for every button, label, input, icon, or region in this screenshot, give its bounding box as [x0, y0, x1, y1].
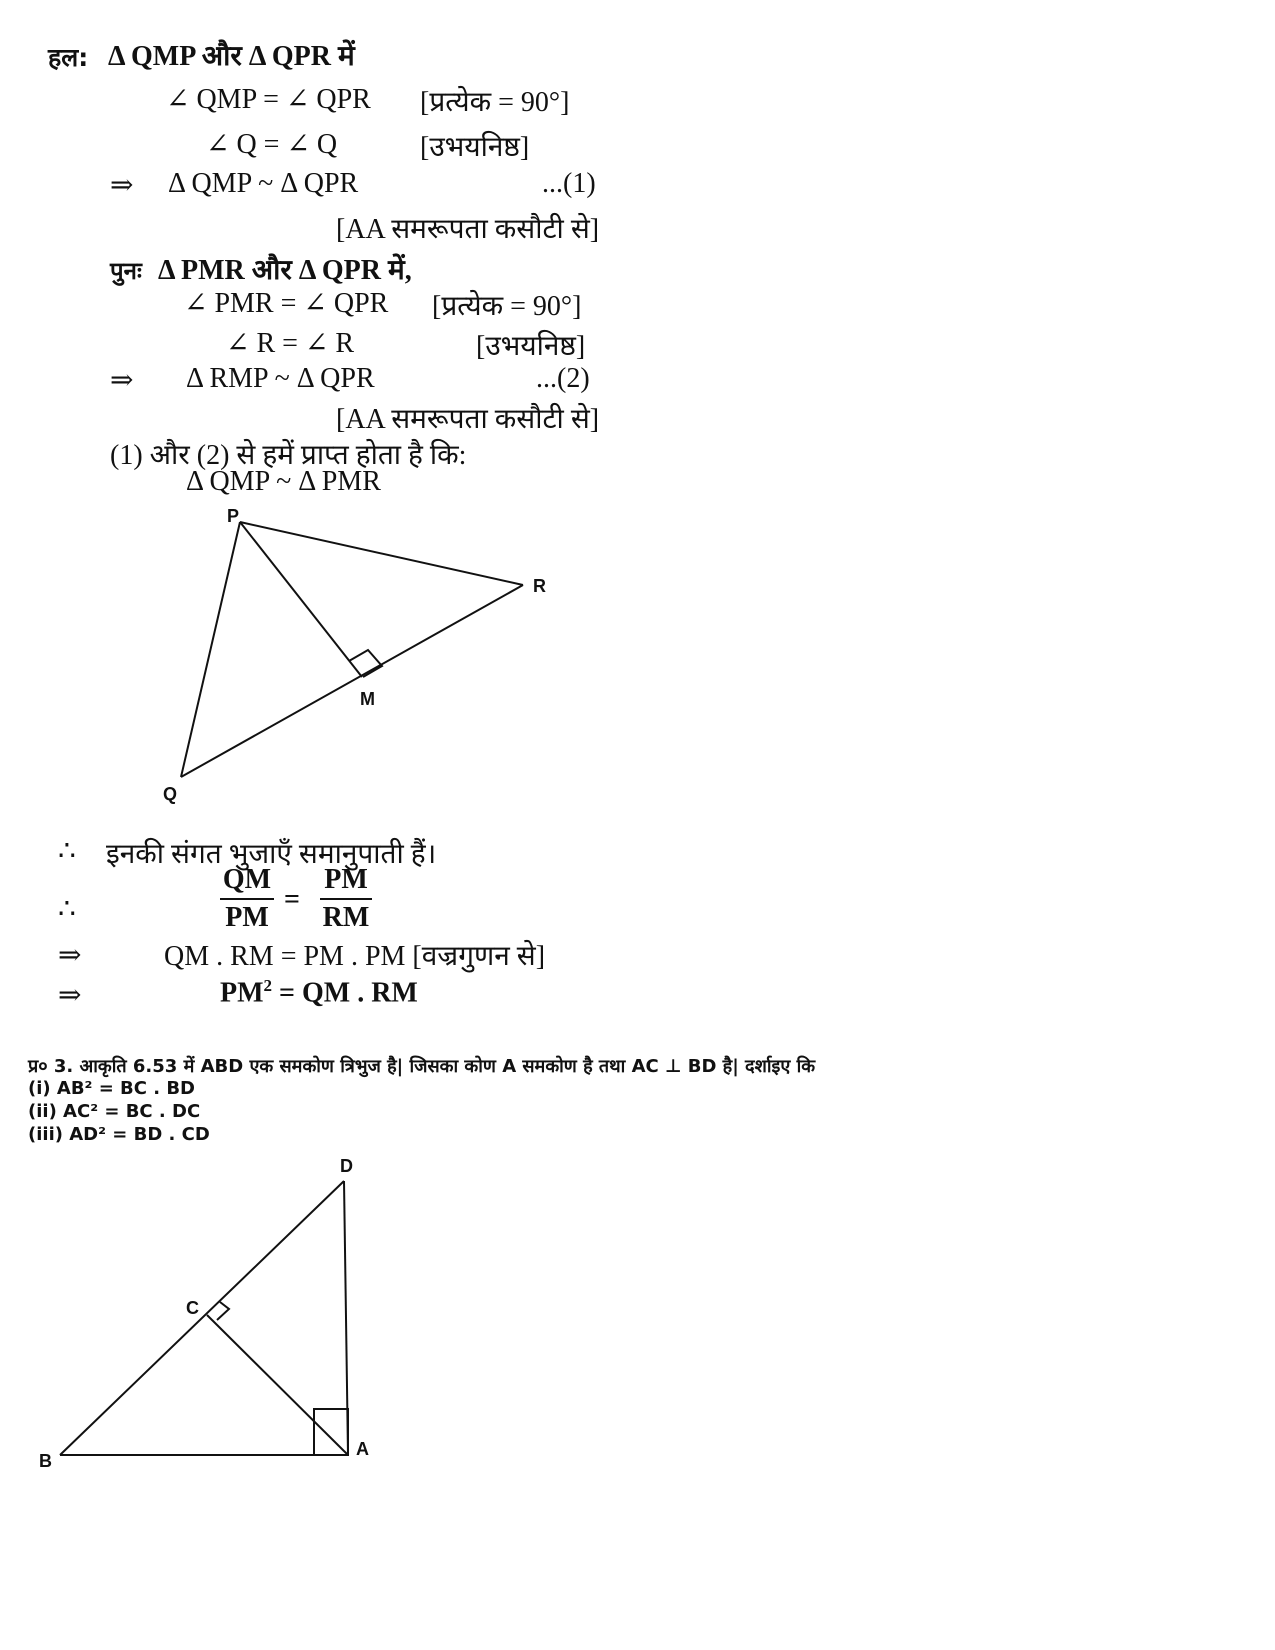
cross-multiplication-line: QM . RM = PM . PM [वज्रगुणन से] [164, 941, 546, 972]
equation-ref-1: ...(1) [542, 168, 596, 199]
label-q: Q [163, 784, 178, 804]
question-part-iii: (iii) AD² = BD . CD [28, 1124, 210, 1145]
fraction-qm-pm [220, 864, 274, 934]
reason-common: [उभयनिष्ठ] [420, 132, 530, 163]
angle-eq-qmp-qpr: ∠ QMP = ∠ QPR [166, 84, 371, 115]
implies-arrow: ⇒ [110, 365, 134, 396]
label-p: P [227, 506, 240, 526]
label-r: R [533, 576, 546, 596]
again-heading: Δ PMR और Δ QPR में, [158, 255, 412, 286]
again-label: पुनः [110, 257, 142, 285]
angle-eq-q: ∠ Q = ∠ Q [206, 129, 338, 160]
altitude-ac [207, 1315, 348, 1455]
reason-aa-criterion: [AA समरूपता कसौटी से] [336, 214, 600, 245]
figure-triangle-pqr [150, 500, 590, 820]
equals-sign: = [284, 884, 300, 915]
angle-eq-pmr-qpr: ∠ PMR = ∠ QPR [184, 288, 389, 319]
reason-aa-criterion: [AA समरूपता कसौटी से] [336, 404, 600, 435]
reason-each-90: [प्रत्येक = 90°] [420, 87, 570, 118]
label-m: M [360, 689, 375, 709]
final-result [220, 976, 418, 1009]
label-d: D [340, 1156, 353, 1176]
final-rhs: = QM . RM [279, 977, 418, 1009]
solution-heading: Δ QMP और Δ QPR में [108, 41, 355, 72]
reason-each-90: [प्रत्येक = 90°] [432, 291, 582, 322]
reason-common: [उभयनिष्ठ] [476, 331, 586, 362]
equation-ref-2: ...(2) [536, 363, 590, 394]
figure-triangle-abd [30, 1150, 390, 1480]
similar-qmp-qpr: Δ QMP ~ Δ QPR [168, 168, 359, 199]
right-angle-mark-a [314, 1409, 348, 1455]
side-bd [60, 1181, 344, 1455]
similar-rmp-qpr: Δ RMP ~ Δ QPR [186, 363, 375, 394]
label-a: A [356, 1439, 369, 1459]
side-qr [181, 585, 523, 777]
fraction-denominator: PM [225, 902, 269, 933]
result-similar-qmp-pmr: Δ QMP ~ Δ PMR [186, 466, 381, 497]
corresponding-sides-text: इनकी संगत भुजाएँ समानुपाती हैं। [106, 839, 437, 870]
right-angle-mark-c [217, 1302, 229, 1320]
question-3-text: प्र० 3. आकृति 6.53 में ABD एक समकोण त्रिभुज है| जिसका कोण A समकोण है तथा AC ⊥ BD है| दर्शाइए कि [28, 1056, 816, 1077]
label-b: B [39, 1451, 52, 1471]
angle-eq-r: ∠ R = ∠ R [226, 328, 355, 359]
solution-label: हल: [48, 43, 89, 72]
implies-arrow: ⇒ [110, 170, 134, 201]
implies-arrow: ⇒ [58, 980, 82, 1011]
final-exponent: 2 [263, 976, 273, 995]
fraction-denominator: RM [322, 902, 370, 933]
therefore-symbol: ∴ [58, 894, 76, 925]
fraction-numerator: QM [220, 864, 274, 900]
question-part-i: (i) AB² = BC . BD [28, 1078, 196, 1099]
implies-arrow: ⇒ [58, 940, 82, 971]
fraction-pm-rm [320, 864, 372, 934]
question-part-ii: (ii) AC² = BC . DC [28, 1101, 201, 1122]
fraction-numerator: PM [320, 864, 372, 900]
from-1-and-2: (1) और (2) से हमें प्राप्त होता है कि: [110, 440, 467, 471]
final-lhs: PM [220, 977, 264, 1009]
side-pq [181, 522, 240, 777]
therefore-symbol: ∴ [58, 836, 76, 867]
label-c: C [186, 1298, 199, 1318]
